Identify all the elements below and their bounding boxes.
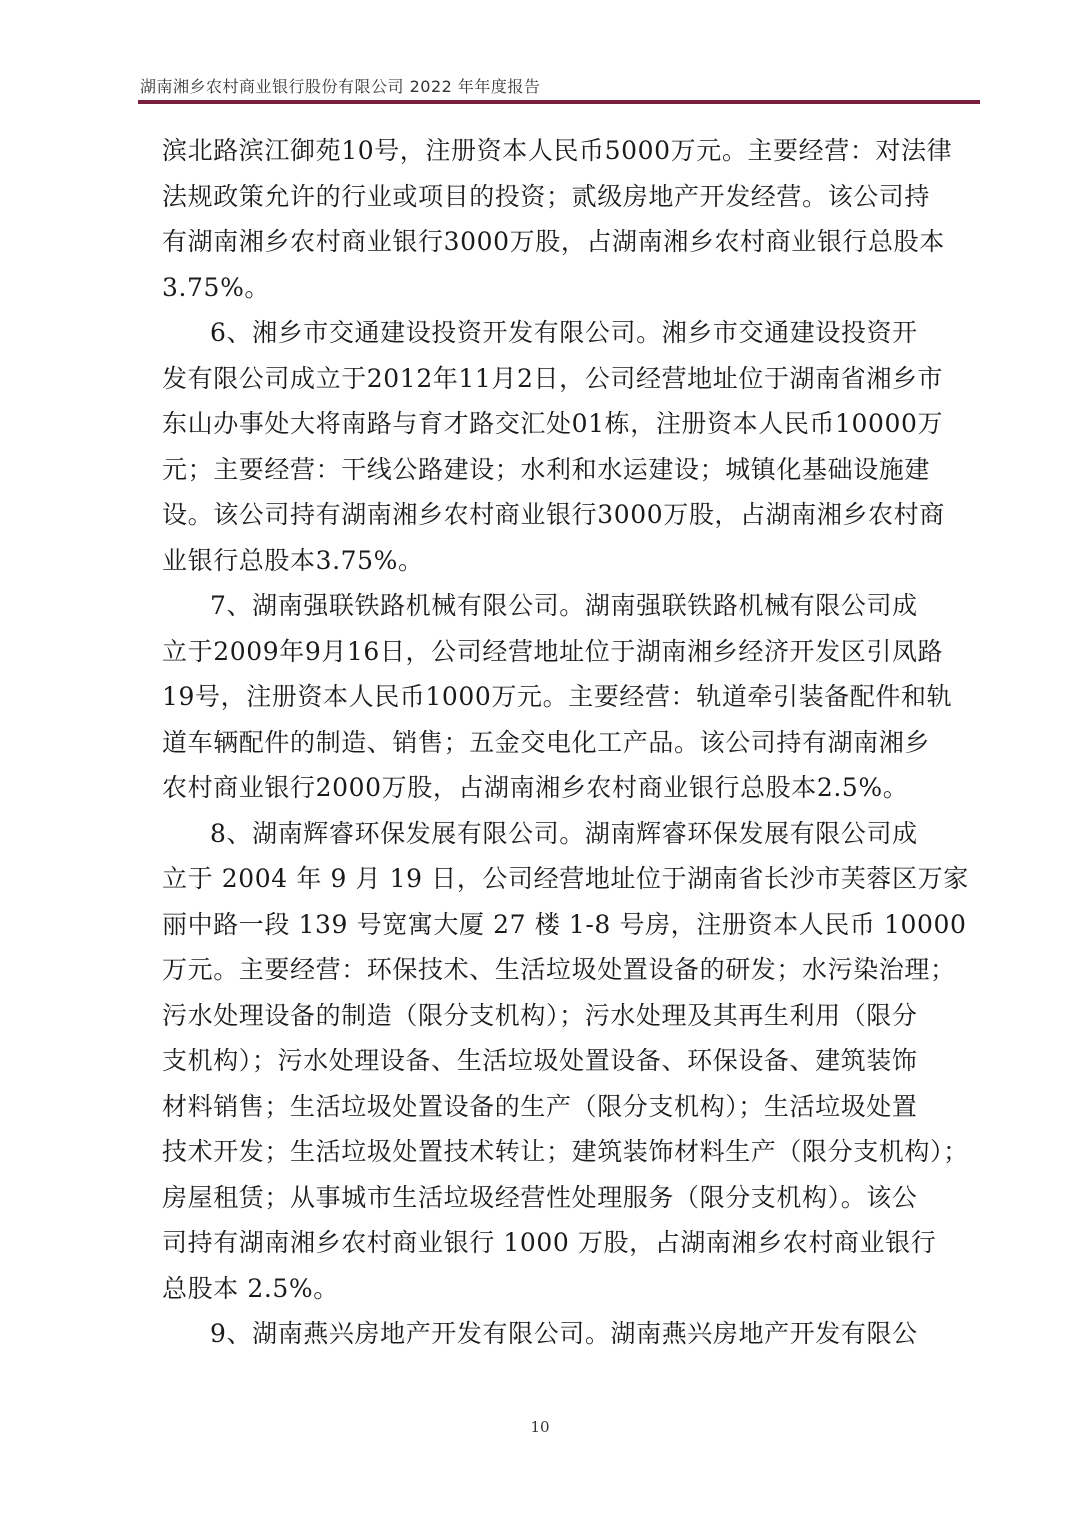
text-line: 丽中路一段 139 号宽寓大厦 27 楼 1-8 号房，注册资本人民币 10000 xyxy=(162,909,967,939)
text-line: 元；主要经营：干线公路建设；水利和水运建设；城镇化基础设施建 xyxy=(162,454,931,484)
document-body xyxy=(162,128,969,1357)
text-line: 农村商业银行2000万股，占湖南湘乡农村商业银行总股本2.5%。 xyxy=(162,773,909,802)
text-line: 支机构）；污水处理设备、生活垃圾处置设备、环保设备、建筑装饰 xyxy=(162,1046,918,1075)
text-line: 法规政策允许的行业或项目的投资；贰级房地产开发经营。该公司持 xyxy=(162,181,931,211)
text-line: 业银行总股本3.75%。 xyxy=(162,545,424,575)
report-header-title: 湖南湘乡农村商业银行股份有限公司 2022 年年度报告 xyxy=(140,77,541,96)
text-line: 立于2009年9月16日，公司经营地址位于湖南湘乡经济开发区引凤路 xyxy=(162,636,944,666)
text-line: 发有限公司成立于2012年11月2日，公司经营地址位于湖南省湘乡市 xyxy=(162,363,944,393)
paragraph-start-7: 7、湖南强联铁路机械有限公司。湖南强联铁路机械有限公司成 xyxy=(210,591,918,620)
page-number: 10 xyxy=(530,1418,550,1436)
text-line: 总股本 2.5%。 xyxy=(162,1273,339,1303)
text-line: 立于 2004 年 9 月 19 日，公司经营地址位于湖南省长沙市芙蓉区万家 xyxy=(162,864,969,893)
text-line: 19号，注册资本人民币1000万元。主要经营：轨道牵引装备配件和轨 xyxy=(162,682,953,711)
header-divider xyxy=(138,100,980,104)
text-line: 万元。主要经营：环保技术、生活垃圾处置设备的研发；水污染治理； xyxy=(162,955,956,984)
text-line: 材料销售；生活垃圾处置设备的生产（限分支机构）；生活垃圾处置 xyxy=(162,1091,918,1121)
text-line: 滨北路滨江御苑10号，注册资本人民币5000万元。主要经营：对法律 xyxy=(162,136,953,165)
paragraph-start-6: 6、湘乡市交通建设投资开发有限公司。湘乡市交通建设投资开 xyxy=(210,318,918,347)
text-line: 设。该公司持有湖南湘乡农村商业银行3000万股，占湖南湘乡农村商 xyxy=(162,500,945,529)
text-line: 3.75%。 xyxy=(162,272,271,302)
text-line: 东山办事处大将南路与育才路交汇处01栋，注册资本人民币10000万 xyxy=(162,409,944,438)
text-line: 司持有湖南湘乡农村商业银行 1000 万股，占湖南湘乡农村商业银行 xyxy=(162,1228,937,1257)
paragraph-start-9: 9、湖南燕兴房地产开发有限公司。湖南燕兴房地产开发有限公 xyxy=(210,1319,918,1348)
text-line: 技术开发；生活垃圾处置技术转让；建筑装饰材料生产（限分支机构）； xyxy=(162,1137,969,1166)
text-line: 污水处理设备的制造（限分支机构）；污水处理及其再生利用（限分 xyxy=(162,1000,918,1030)
text-line: 房屋租赁；从事城市生活垃圾经营性处理服务（限分支机构）。该公 xyxy=(162,1182,918,1212)
text-line: 道车辆配件的制造、销售；五金交电化工产品。该公司持有湖南湘乡 xyxy=(162,727,931,757)
text-line: 有湖南湘乡农村商业银行3000万股，占湖南湘乡农村商业银行总股本 xyxy=(162,227,945,256)
paragraph-start-8: 8、湖南辉睿环保发展有限公司。湖南辉睿环保发展有限公司成 xyxy=(210,818,918,848)
